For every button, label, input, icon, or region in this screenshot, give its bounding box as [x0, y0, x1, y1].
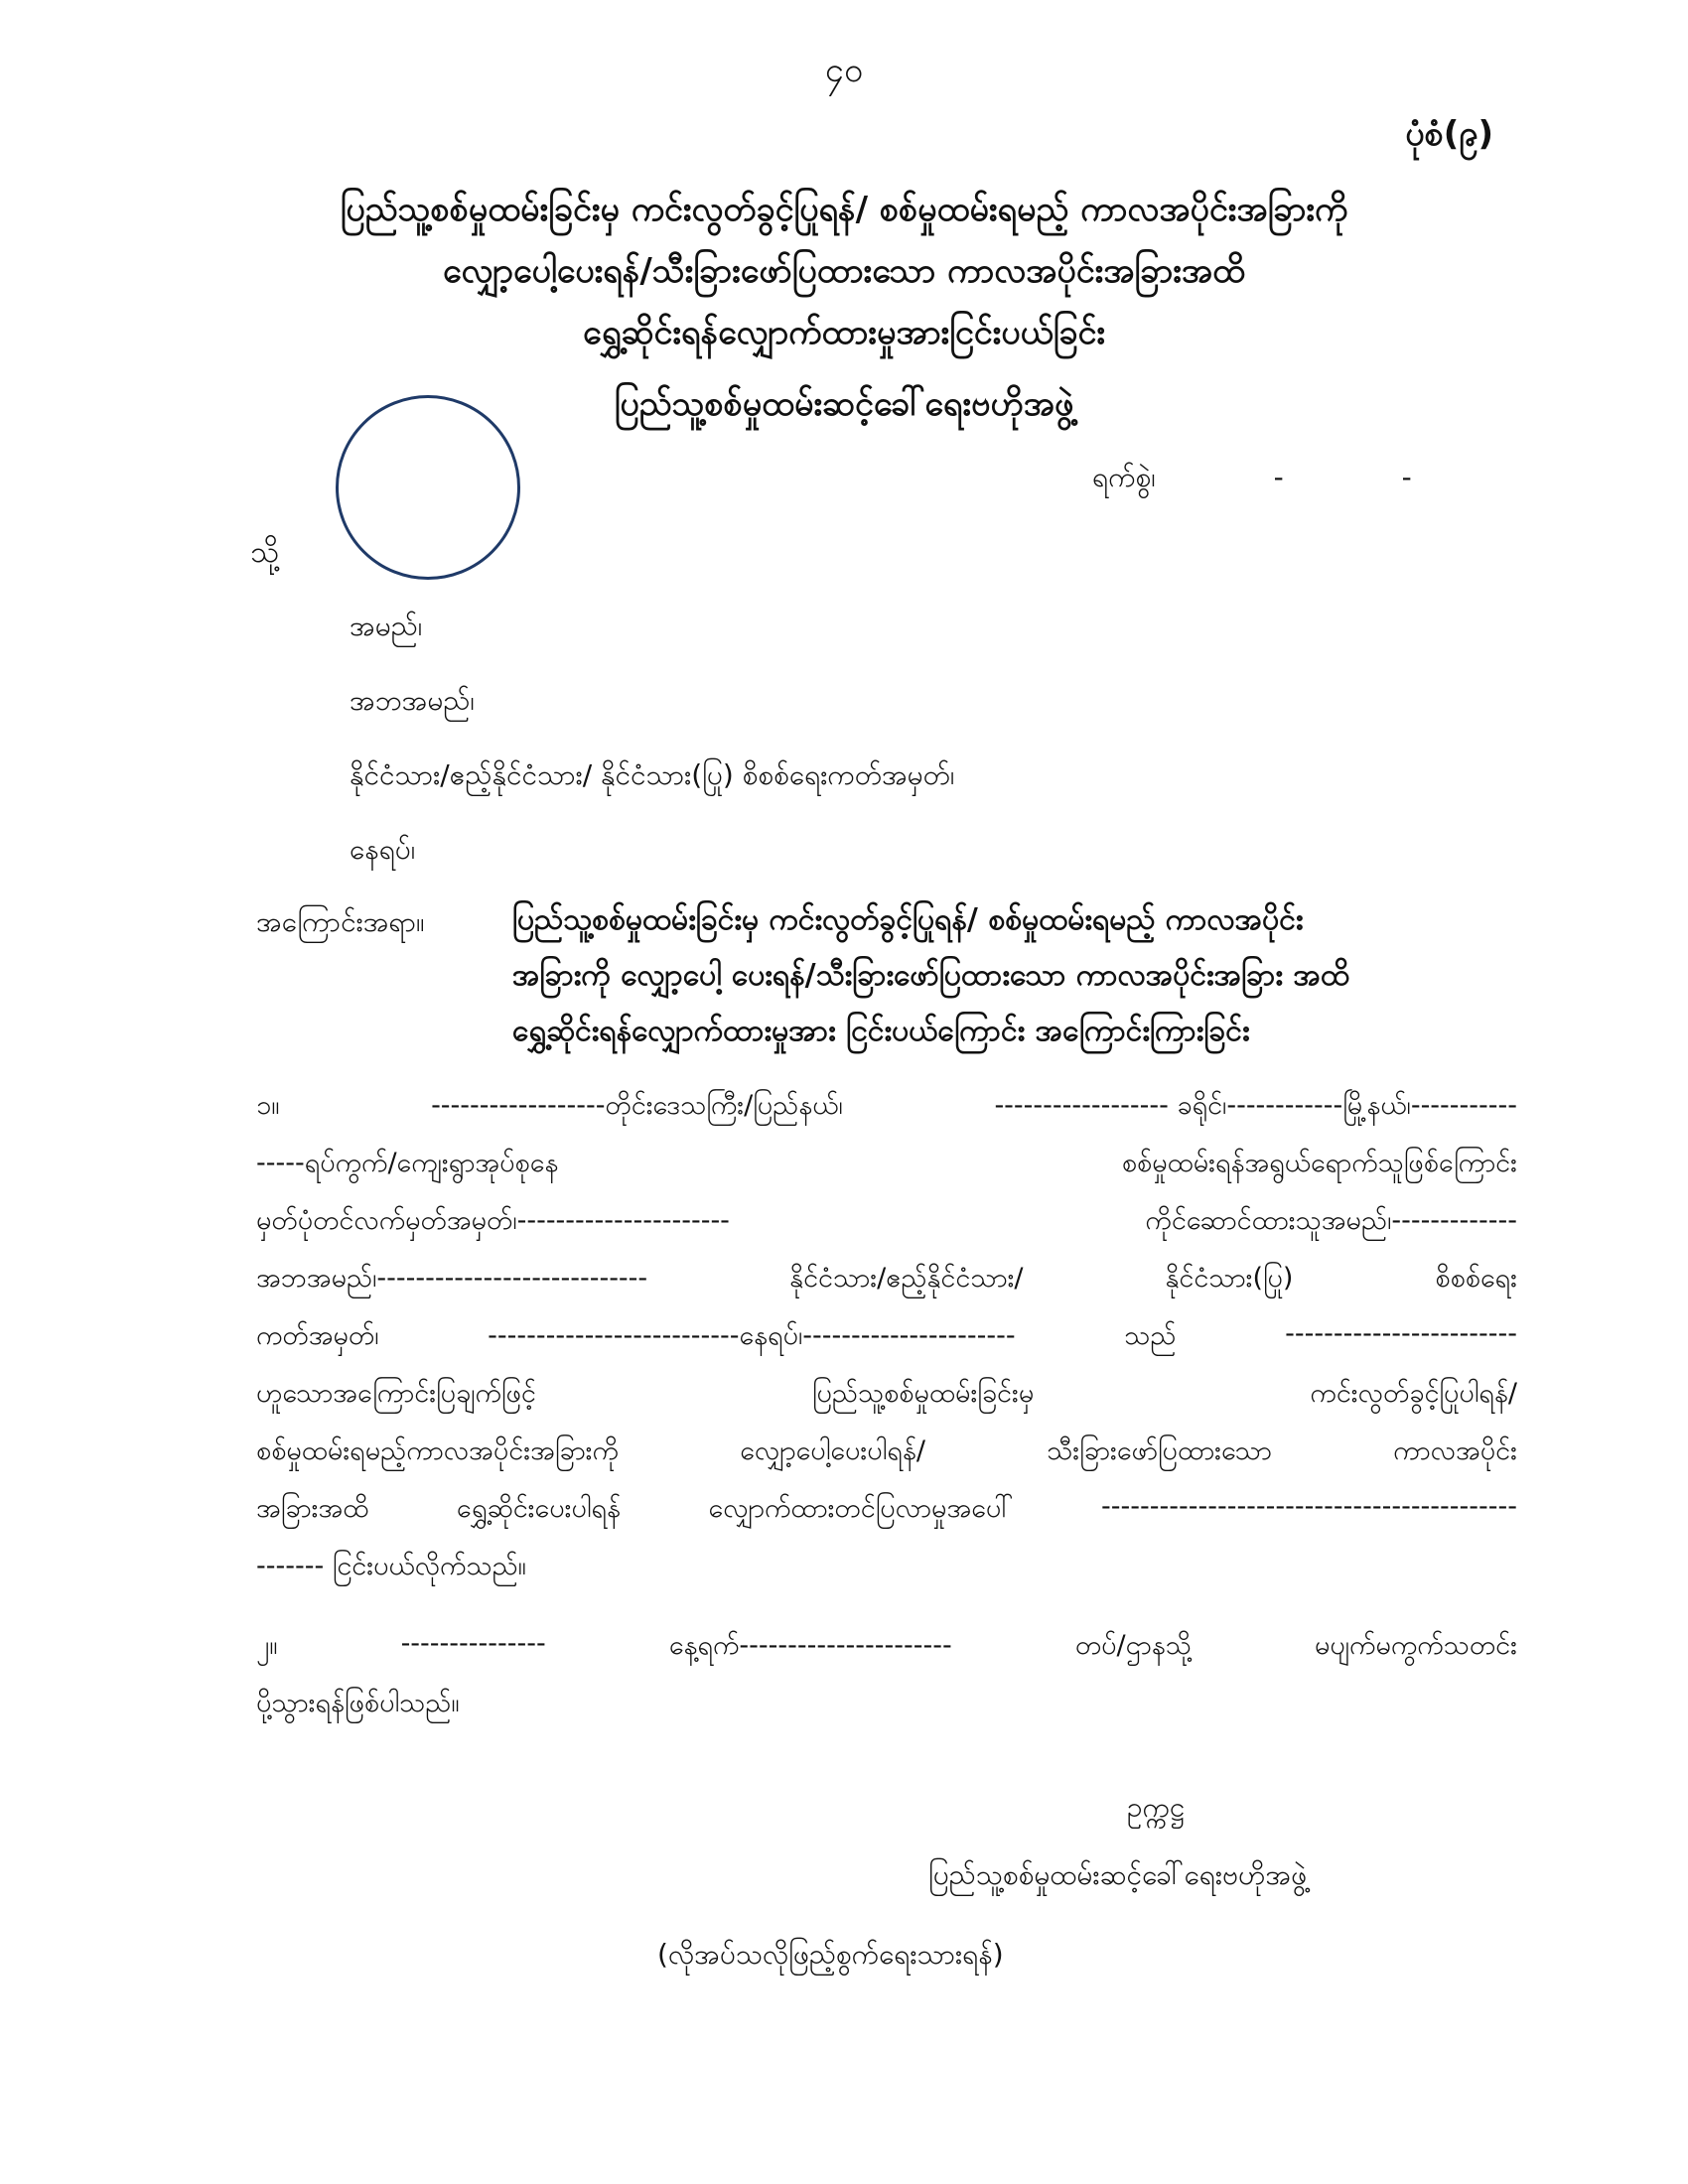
para1-line: [256, 1261, 1517, 1300]
para1-line: [256, 1549, 1517, 1588]
text-segment: ------- ငြင်းပယ်လိုက်သည်။: [256, 1551, 526, 1581]
subject-line-2: အခြားကို လျှော့ပေါ့ ပေးရန်/သီးခြားဖော်ပြထားသော ကာလအပိုင်းအခြား အထိ: [512, 958, 1349, 993]
subject-line-1: ပြည်သူ့စစ်မှုထမ်းခြင်းမှ ကင်းလွတ်ခွင့်ပြုရန်/ စစ်မှုထမ်းရမည့် ကာလအပိုင်း: [512, 902, 1304, 937]
text-segment: ရွှေ့ဆိုင်းပေးပါရန်: [456, 1493, 621, 1524]
text-segment: --------------------------နေရပ်၊----------------------: [488, 1320, 1016, 1351]
text-segment: သည်: [1124, 1320, 1177, 1351]
text-segment: အခြားအထိ: [256, 1493, 369, 1524]
signature-body: ပြည်သူ့စစ်မှုထမ်းဆင့်ခေါ်ရေးဗဟိုအဖွဲ့: [928, 1858, 1308, 1891]
text-segment: နိုင်ငံသား(ပြု): [1165, 1263, 1294, 1294]
page-number: ၄၀: [824, 51, 864, 90]
para1-line: [256, 1376, 1517, 1416]
text-segment: ကတ်အမှတ်၊: [256, 1320, 379, 1351]
para-number: ၂။: [256, 1630, 278, 1661]
para1-line: [256, 1203, 1517, 1243]
text-segment: စစ်မှုထမ်းရန်အရွယ်ရောက်သူဖြစ်ကြောင်း: [1121, 1148, 1517, 1178]
issuer-heading: ပြည်သူ့စစ်မှုထမ်းဆင့်ခေါ်ရေးဗဟိုအဖွဲ့: [614, 384, 1074, 424]
para1-line: [256, 1491, 1517, 1531]
chairman-label: ဥက္ကဋ္ဌ: [1127, 1791, 1186, 1824]
field-address: နေရပ်၊: [350, 833, 416, 866]
text-segment: သီးခြားဖော်ပြထားသော: [1047, 1435, 1272, 1466]
form-number: ပုံစံ(၉): [1405, 114, 1493, 154]
text-segment: ---------------: [400, 1628, 546, 1659]
title-line-1: ပြည်သူ့စစ်မှုထမ်းခြင်းမှ ကင်းလွတ်ခွင့်ပြုရန်/ စစ်မှုထမ်းရမည့် ကာလအပိုင်းအခြားကို: [340, 190, 1348, 229]
title-line-2: လျှော့ပေါ့ပေးရန်/သီးခြားဖော်ပြထားသော ကာလအပိုင်းအခြားအထိ: [443, 251, 1245, 291]
field-id-card: နိုင်ငံသား/ဧည့်နိုင်ငံသား/ နိုင်ငံသား(ပြု) စိစစ်ရေးကတ်အမှတ်၊: [350, 758, 955, 791]
date-label: ရက်စွဲ၊: [1092, 461, 1156, 493]
text-segment: -------------------------------------------: [1101, 1491, 1517, 1522]
text-segment: ပြည်သူ့စစ်မှုထမ်းခြင်းမှ: [811, 1378, 1035, 1409]
para-number: ၁။: [256, 1090, 280, 1121]
title-line-3: ရွှေ့ဆိုင်းရန်လျှောက်ထားမှုအားငြင်းပယ်ခြင်း: [583, 313, 1105, 352]
subject-label: အကြောင်းအရာ။: [256, 905, 425, 938]
text-segment: မှတ်ပုံတင်လက်မှတ်အမှတ်၊----------------------: [256, 1205, 730, 1236]
text-segment: လျှော့ပေါ့ပေးပါရန်/: [740, 1435, 925, 1466]
date-line: [1092, 459, 1412, 500]
text-segment: ပို့သွားရန်ဖြစ်ပါသည်။: [256, 1688, 460, 1718]
text-segment: ------------------တိုင်းဒေသကြီး/ပြည်နယ်၊: [431, 1090, 843, 1121]
para2-line: [256, 1628, 1517, 1668]
para1-line: [256, 1433, 1517, 1473]
seal-circle: [336, 395, 520, 580]
text-segment: မပျက်မကွက်သတင်း: [1314, 1630, 1517, 1661]
text-segment: တပ်/ဌာနသို့: [1074, 1630, 1192, 1661]
field-name: အမည်၊: [350, 610, 423, 642]
text-segment: ကာလအပိုင်း: [1393, 1435, 1517, 1466]
field-father-name: အဘအမည်၊: [350, 684, 475, 717]
subject-line-3: ရွှေ့ဆိုင်းရန်လျှောက်ထားမှုအား ငြင်းပယ်ကြောင်း အကြောင်းကြားခြင်း: [512, 1014, 1250, 1048]
text-segment: လျှောက်ထားတင်ပြလာမှုအပေါ်: [708, 1493, 1014, 1524]
text-segment: ------------------------: [1285, 1318, 1517, 1349]
text-segment: နိုင်ငံသား/ဧည့်နိုင်ငံသား/: [789, 1263, 1024, 1294]
text-segment: ကင်းလွတ်ခွင့်ပြုပါရန်/: [1310, 1378, 1517, 1409]
para1-line: [256, 1088, 1517, 1128]
text-segment: အဘအမည်၊----------------------------: [256, 1263, 648, 1294]
text-segment: ------------------ ခရိုင်၊------------မြို့နယ်၊-----------: [994, 1090, 1517, 1121]
text-segment: စိစစ်ရေး: [1435, 1263, 1517, 1294]
to-label: သို့: [250, 535, 280, 570]
text-segment: -----ရပ်ကွက်/ကျေးရွာအုပ်စုနေ: [256, 1148, 559, 1178]
para1-line: [256, 1146, 1517, 1185]
date-separator: -: [1273, 461, 1284, 493]
para1-line: [256, 1318, 1517, 1358]
date-separator: -: [1401, 461, 1412, 493]
text-segment: စစ်မှုထမ်းရမည့်ကာလအပိုင်းအခြားကို: [256, 1435, 619, 1466]
footnote: (လိုအပ်သလိုဖြည့်စွက်ရေးသားရန်): [657, 1938, 1004, 1971]
para2-line: [256, 1686, 1517, 1725]
text-segment: ကိုင်ဆောင်ထားသူအမည်၊-------------: [1145, 1205, 1517, 1236]
text-segment: ဟူသောအကြောင်းပြချက်ဖြင့်: [256, 1378, 536, 1409]
text-segment: နေ့ရက်----------------------: [668, 1630, 952, 1661]
